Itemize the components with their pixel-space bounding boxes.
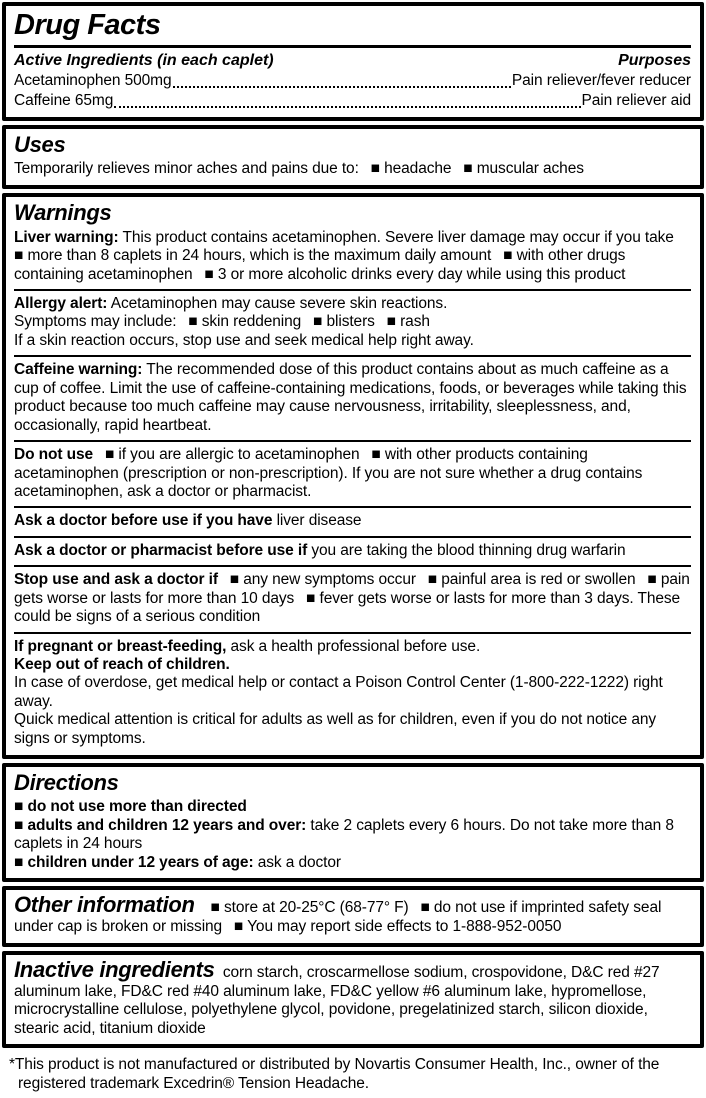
uses-text: Temporarily relieves minor aches and pains due to: ■ headache ■ muscular aches: [14, 160, 584, 178]
caffeine-warning-lead: Caffeine warning:: [14, 361, 143, 379]
dotted-leader: [114, 106, 580, 108]
pregnant-text: [14, 638, 691, 656]
liver-warning-text: [14, 229, 691, 284]
active-ingredients-header: [14, 51, 691, 71]
ask-doctor-pharmacist-text: [14, 542, 691, 560]
inactive-ingredients-text: [14, 957, 691, 1038]
directions-box: [2, 763, 704, 882]
title-divider: [14, 45, 691, 48]
inactive-ingredients-heading: Inactive ingredients: [14, 956, 215, 982]
ask-doctor-section: [14, 511, 691, 531]
quick-medical-text: Quick medical attention is critical for adults as well as for children, even if you do not notice any signs or symptoms.: [14, 711, 657, 747]
directions-item-3-body: ask a doctor: [253, 853, 341, 871]
section-divider: [14, 536, 691, 538]
directions-item-2-body: take 2 caplets every 6 hours. Do not take more than 8 caplets in 24 hours: [14, 816, 674, 853]
allergy-symptoms-text: Symptoms may include: ■ skin reddening ■ blisters ■ rash: [14, 313, 430, 331]
uses-heading: Uses: [14, 132, 66, 158]
keep-out-of-reach-text: Keep out of reach of children.: [14, 656, 230, 674]
ingredient-purpose: Pain reliever aid: [581, 92, 691, 110]
directions-item-3-lead: ■ children under 12 years of age:: [14, 853, 254, 871]
do-not-use-lead: Do not use: [14, 446, 94, 464]
warnings-heading: Warnings: [14, 199, 112, 225]
allergy-alert-body: Acetaminophen may cause severe skin reactions.: [107, 295, 448, 313]
ingredient-name: Caffeine 65mg: [14, 92, 114, 110]
other-information-text: [14, 892, 691, 937]
section-divider: [14, 440, 691, 442]
warnings-box: [2, 193, 704, 760]
directions-item-3: [14, 854, 691, 872]
footnote: *This product is not manufactured or distributed by Novartis Consumer Health, Inc., owner of the registered trademark Excedrin® Tension Headache.: [9, 1056, 660, 1093]
inactive-ingredients-box: [2, 951, 704, 1048]
do-not-use-text: [14, 446, 691, 501]
inactive-ingredients-body: corn starch, croscarmellose sodium, crospovidone, D&C red #27 aluminum lake, FD&C red #40 aluminum lake, FD&C yellow #6 aluminum lake, hypromellose, microcrystalline cellulose, polyethylene glycol, povidone, pregelatinized starch, silicon dioxide, stearic acid, titanium dioxide: [14, 963, 660, 1037]
pregnant-body: ask a health professional before use.: [226, 637, 481, 655]
do-not-use-section: [14, 445, 691, 502]
uses-box: [2, 125, 704, 188]
other-information-body: ■ store at 20-25°C (68-77° F) ■ do not use if imprinted safety seal under cap is broken or missing ■ You may report side effects to 1-888-952-0050: [14, 898, 662, 936]
stop-use-text: [14, 571, 691, 626]
ask-doctor-text: [14, 512, 691, 530]
do-not-use-body: ■ if you are allergic to acetaminophen ■ with other products containing acetaminophen (prescription or non-prescription). If you are not sure whether a drug contains acetaminophen, ask a doctor or pharmacist.: [14, 446, 643, 500]
overdose-text: In case of overdose, get medical help or contact a Poison Control Center (1-800-222-1222) right away.: [14, 674, 663, 710]
section-divider: [14, 565, 691, 567]
section-divider: [14, 289, 691, 291]
section-divider: [14, 506, 691, 508]
liver-warning-section: [14, 228, 691, 285]
stop-use-section: [14, 570, 691, 627]
ingredient-name: Acetaminophen 500mg: [14, 72, 172, 89]
ask-doctor-pharmacist-body: you are taking the blood thinning drug warfarin: [307, 541, 626, 559]
directions-item-1: ■ do not use more than directed: [14, 798, 247, 816]
liver-warning-body: This product contains acetaminophen. Severe liver damage may occur if you take ■ more than 8 caplets in 24 hours, which is the maximum daily amount ■ with other drugs containing acetaminophen ■ 3 or more alcoholic drinks every day while using this product: [14, 228, 686, 283]
ingredient-row: [14, 71, 691, 91]
ingredient-row: [14, 91, 691, 111]
caffeine-warning-text: [14, 361, 691, 435]
allergy-alert-text: [14, 295, 691, 313]
pregnant-lead: If pregnant or breast-feeding,: [14, 637, 227, 655]
allergy-alert-section: [14, 294, 691, 351]
directions-item-2-lead: ■ adults and children 12 years and over:: [14, 816, 307, 834]
drug-facts-title: Drug Facts: [14, 9, 161, 41]
directions-heading: Directions: [14, 770, 119, 796]
ingredient-purpose: Pain reliever/fever reducer: [511, 72, 691, 89]
section-divider: [14, 632, 691, 634]
stop-use-body: ■ any new symptoms occur ■ painful area is red or swollen ■ pain gets worse or lasts for more than 10 days ■ fever gets worse or lasts for more than 3 days. These could be signs of a serious condition: [14, 571, 690, 626]
section-divider: [14, 355, 691, 357]
ask-doctor-lead: Ask a doctor before use if you have: [14, 512, 273, 530]
caffeine-warning-body: The recommended dose of this product contains about as much caffeine as a cup of coffee. Limit the use of caffeine-containing medications, foods, or beverages while taking this product because too much caffeine may cause nervousness, irritability, sleeplessness, and, occasionally, rapid heartbeat.: [14, 361, 687, 434]
active-ingredients-label: Active Ingredients (in each caplet): [14, 52, 274, 69]
pregnancy-children-section: [14, 637, 691, 750]
ask-doctor-pharmacist-section: [14, 541, 691, 561]
other-information-box: [2, 886, 704, 947]
dotted-leader: [173, 86, 511, 88]
directions-item-2: [14, 817, 691, 854]
allergy-alert-lead: Allergy alert:: [14, 295, 108, 313]
liver-warning-lead: Liver warning:: [14, 228, 119, 246]
other-information-heading: Other information: [14, 891, 195, 917]
caffeine-warning-section: [14, 360, 691, 436]
active-ingredients-box: [2, 2, 704, 121]
ask-doctor-body: liver disease: [272, 512, 362, 530]
allergy-reaction-text: If a skin reaction occurs, stop use and seek medical help right away.: [14, 331, 474, 349]
ask-doctor-pharmacist-lead: Ask a doctor or pharmacist before use if: [14, 541, 308, 559]
stop-use-lead: Stop use and ask a doctor if: [14, 571, 218, 589]
purposes-label: Purposes: [618, 52, 691, 69]
